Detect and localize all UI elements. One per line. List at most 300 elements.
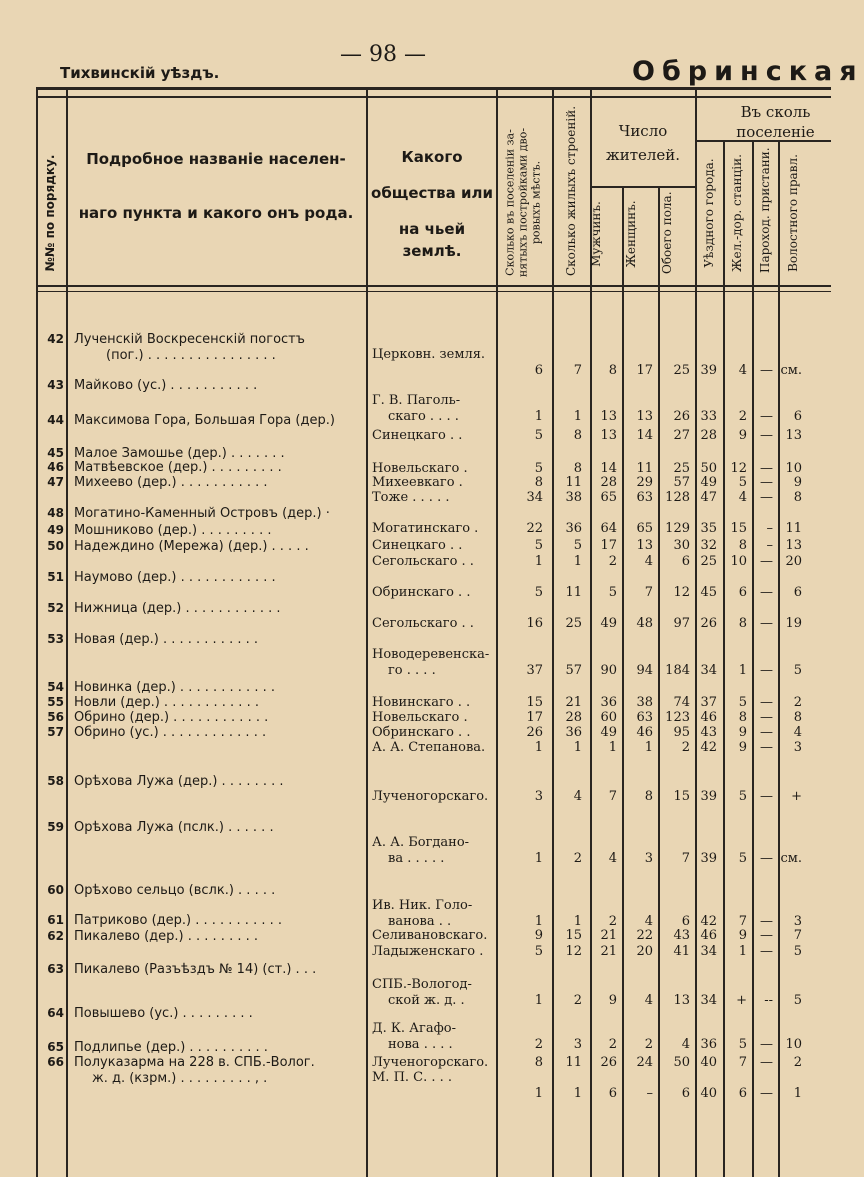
cell-c4: 14 <box>636 428 653 443</box>
cell-c7: 8 <box>738 616 747 631</box>
row-number: 59 <box>47 820 64 834</box>
cell-c2: 12 <box>565 944 582 959</box>
cell-c8: – <box>766 538 773 553</box>
cell-c6: 32 <box>700 538 717 553</box>
row-number: 63 <box>47 962 64 976</box>
cell-c1: 5 <box>534 538 543 553</box>
header-both: Обоего пола. <box>660 191 674 274</box>
cell-c7: 6 <box>738 1086 747 1101</box>
cell-c7: 8 <box>738 710 747 725</box>
cell-c9: 9 <box>793 475 802 490</box>
cell-c7: 4 <box>738 490 747 505</box>
cell-c7: 7 <box>738 1055 747 1070</box>
col-sep <box>658 186 660 1177</box>
land-owner: Ив. Ник. Голо- <box>372 898 473 913</box>
cell-c6: 33 <box>700 409 717 424</box>
cell-c1: 22 <box>526 521 543 536</box>
settlement-name: Максимова Гора, Большая Гора (дер.) <box>74 413 335 428</box>
cell-c6: 34 <box>700 663 717 678</box>
cell-c9: 7 <box>793 928 802 943</box>
cell-c2: 1 <box>573 914 582 929</box>
cell-c3: 26 <box>600 1055 617 1070</box>
cell-c2: 2 <box>573 851 582 866</box>
cell-c2: 36 <box>565 521 582 536</box>
cell-c4: 94 <box>636 663 653 678</box>
cell-c2: 25 <box>565 616 582 631</box>
volost-title: Обринская <box>632 56 864 87</box>
col-sep <box>552 90 554 1177</box>
header-women: Женщинъ. <box>624 200 638 268</box>
land-owner: Новодеревенска- <box>372 647 490 662</box>
top-rule <box>36 87 831 90</box>
cell-c9: 8 <box>793 490 802 505</box>
cell-c1: 1 <box>534 554 543 569</box>
cell-c6: 49 <box>700 475 717 490</box>
header-distance-line2: поселеніе <box>736 123 815 141</box>
cell-c5: 6 <box>681 554 690 569</box>
cell-c8: — <box>760 428 773 443</box>
land-owner: Синецкаго . . <box>372 538 463 553</box>
cell-c8: — <box>760 1086 773 1101</box>
settlement-name: Мошниково (дер.) . . . . . . . . . <box>74 523 272 538</box>
cell-c1: 5 <box>534 461 543 476</box>
cell-c8: — <box>760 409 773 424</box>
settlement-name: Новли (дер.) . . . . . . . . . . . . <box>74 695 259 710</box>
cell-c2: 28 <box>565 710 582 725</box>
cell-c1: 8 <box>534 475 543 490</box>
col-sep <box>695 90 697 1177</box>
col-sep <box>778 140 780 1177</box>
cell-c4: 24 <box>636 1055 653 1070</box>
cell-c1: 1 <box>534 740 543 755</box>
cell-c1: 37 <box>526 663 543 678</box>
land-owner: М. П. С. . . . <box>372 1070 453 1085</box>
cell-c5: 15 <box>673 789 690 804</box>
row-number: 47 <box>47 475 64 489</box>
cell-c5: 27 <box>673 428 690 443</box>
cell-c4: 4 <box>644 914 653 929</box>
cell-c4: 8 <box>644 789 653 804</box>
cell-c1: 1 <box>534 409 543 424</box>
cell-c3: 21 <box>600 944 617 959</box>
cell-c2: 21 <box>565 695 582 710</box>
row-number: 48 <box>47 506 64 520</box>
row-number: 52 <box>47 601 64 615</box>
cell-c2: 11 <box>565 585 582 600</box>
cell-c5: 74 <box>673 695 690 710</box>
row-number: 45 <box>47 446 64 460</box>
cell-c7: + <box>736 993 747 1008</box>
cell-c8: -- <box>764 993 773 1008</box>
cell-c9: 3 <box>793 914 802 929</box>
settlement-name: Подлипье (дер.) . . . . . . . . . . <box>74 1040 268 1055</box>
settlement-name: Наумово (дер.) . . . . . . . . . . . . <box>74 570 276 585</box>
cell-c8: — <box>760 461 773 476</box>
cell-c8: — <box>760 363 773 378</box>
settlement-name-cont: (пог.) . . . . . . . . . . . . . . . . <box>106 348 276 363</box>
cell-c9: 1 <box>793 1086 802 1101</box>
header-owner-line1: Какого <box>401 148 463 166</box>
cell-c2: 1 <box>573 409 582 424</box>
cell-c8: — <box>760 740 773 755</box>
land-owner: Лученогорскаго. <box>372 1055 489 1070</box>
settlement-name: Пикалево (Разъѣздъ № 14) (ст.) . . . <box>74 962 317 977</box>
cell-c9: 2 <box>793 1055 802 1070</box>
cell-c6: 26 <box>700 616 717 631</box>
cell-c5: 25 <box>673 363 690 378</box>
cell-c4: 7 <box>644 585 653 600</box>
cell-c6: 34 <box>700 993 717 1008</box>
cell-c3: 6 <box>608 1086 617 1101</box>
cell-c4: 4 <box>644 554 653 569</box>
cell-c7: 5 <box>738 1037 747 1052</box>
cell-c6: 50 <box>700 461 717 476</box>
cell-c5: 4 <box>681 1037 690 1052</box>
cell-c7: 9 <box>738 428 747 443</box>
cell-c5: 95 <box>673 725 690 740</box>
header-buildings: Сколько жилыхъ строеній. <box>564 105 578 277</box>
header-name-line1: Подробное названіе населен- <box>86 150 346 168</box>
cell-c2: 7 <box>573 363 582 378</box>
row-number: 49 <box>47 523 64 537</box>
cell-c4: 38 <box>636 695 653 710</box>
cell-c1: 5 <box>534 428 543 443</box>
cell-c7: 15 <box>730 521 747 536</box>
cell-c6: 42 <box>700 914 717 929</box>
header-bottom-rule-thin <box>36 291 831 292</box>
header-distance-line1: Въ сколь <box>740 103 811 121</box>
cell-c7: 4 <box>738 363 747 378</box>
land-owner-cont: ванова . . <box>388 914 452 929</box>
cell-c6: 45 <box>700 585 717 600</box>
header-name-line2: наго пункта и какого онъ рода. <box>78 204 354 222</box>
settlement-name: Орѣхова Лужа (пслк.) . . . . . . <box>74 820 274 835</box>
cell-c4: – <box>646 1086 653 1101</box>
row-number: 55 <box>47 695 64 709</box>
cell-c3: 49 <box>600 725 617 740</box>
cell-c2: 8 <box>573 428 582 443</box>
cell-c1: 1 <box>534 993 543 1008</box>
cell-c1: 1 <box>534 914 543 929</box>
cell-c4: 20 <box>636 944 653 959</box>
cell-c9: 11 <box>785 521 802 536</box>
cell-c7: 5 <box>738 789 747 804</box>
cell-c8: — <box>760 944 773 959</box>
cell-c3: 13 <box>600 409 617 424</box>
cell-c9: 6 <box>793 409 802 424</box>
cell-c4: 13 <box>636 409 653 424</box>
col-sep <box>496 90 498 1177</box>
row-number: 57 <box>47 725 64 739</box>
cell-c9: 5 <box>793 993 802 1008</box>
settlement-name: Орѣхова Лужа (дер.) . . . . . . . . <box>74 774 284 789</box>
row-number: 46 <box>47 460 64 474</box>
cell-c7: 1 <box>738 944 747 959</box>
header-dist-town: Уѣздного города. <box>702 158 716 268</box>
cell-c3: 21 <box>600 928 617 943</box>
row-number: 42 <box>47 332 64 346</box>
cell-c7: 5 <box>738 475 747 490</box>
cell-c8: — <box>760 554 773 569</box>
header-men: Мужчинъ. <box>589 201 603 267</box>
settlement-name: Повышево (ус.) . . . . . . . . . <box>74 1006 253 1021</box>
cell-c6: 35 <box>700 521 717 536</box>
cell-c9: см. <box>780 851 802 866</box>
row-number: 53 <box>47 632 64 646</box>
cell-c2: 11 <box>565 475 582 490</box>
district-title: Тихвинскій уѣздъ. <box>60 64 220 82</box>
cell-c5: 97 <box>673 616 690 631</box>
cell-c3: 90 <box>600 663 617 678</box>
land-owner: Сегольскаго . . <box>372 616 474 631</box>
settlement-name: Новая (дер.) . . . . . . . . . . . . <box>74 632 258 647</box>
cell-c4: 63 <box>636 710 653 725</box>
cell-c1: 34 <box>526 490 543 505</box>
land-owner-cont: го . . . . <box>388 663 436 678</box>
settlement-name: Майково (ус.) . . . . . . . . . . . <box>74 378 258 393</box>
cell-c6: 46 <box>700 710 717 725</box>
header-bottom-rule <box>36 285 831 287</box>
cell-c1: 1 <box>534 1086 543 1101</box>
row-number: 54 <box>47 680 64 694</box>
land-owner: Новельскаго . <box>372 461 468 476</box>
cell-c3: 60 <box>600 710 617 725</box>
cell-c4: 65 <box>636 521 653 536</box>
cell-c4: 17 <box>636 363 653 378</box>
cell-c1: 3 <box>534 789 543 804</box>
land-owner-cont: скаго . . . . <box>388 409 459 424</box>
cell-c7: 5 <box>738 695 747 710</box>
cell-c9: 5 <box>793 663 802 678</box>
cell-c2: 5 <box>573 538 582 553</box>
cell-c9: 5 <box>793 944 802 959</box>
header-dist-volost: Волостного правл. <box>786 154 800 272</box>
cell-c2: 36 <box>565 725 582 740</box>
row-number: 50 <box>47 539 64 553</box>
land-owner-cont: ской ж. д. . <box>388 993 465 1008</box>
cell-c8: — <box>760 914 773 929</box>
cell-c4: 1 <box>644 740 653 755</box>
settlement-name: Лученскій Воскресенскій погостъ <box>74 332 305 347</box>
settlement-name: Пикалево (дер.) . . . . . . . . . <box>74 929 258 944</box>
cell-c3: 8 <box>608 363 617 378</box>
cell-c5: 2 <box>681 740 690 755</box>
cell-c3: 5 <box>608 585 617 600</box>
cell-c3: 2 <box>608 914 617 929</box>
cell-c9: 19 <box>785 616 802 631</box>
land-owner: Сегольскаго . . <box>372 554 474 569</box>
cell-c5: 184 <box>665 663 690 678</box>
row-number: 60 <box>47 883 64 897</box>
cell-c6: 47 <box>700 490 717 505</box>
cell-c9: 6 <box>793 585 802 600</box>
cell-c7: 2 <box>738 409 747 424</box>
land-owner: Лученогорскаго. <box>372 789 489 804</box>
cell-c8: — <box>760 928 773 943</box>
cell-c6: 40 <box>700 1055 717 1070</box>
cell-c4: 63 <box>636 490 653 505</box>
cell-c8: – <box>766 521 773 536</box>
cell-c2: 8 <box>573 461 582 476</box>
cell-c3: 65 <box>600 490 617 505</box>
cell-c8: — <box>760 1037 773 1052</box>
row-number: 56 <box>47 710 64 724</box>
header-dist-rail: Жел.-дор. станціи. <box>730 154 744 272</box>
cell-c9: + <box>791 789 802 804</box>
land-owner: Ладыженскаго . <box>372 944 484 959</box>
row-number: 66 <box>47 1055 64 1069</box>
cell-c9: 20 <box>785 554 802 569</box>
cell-c1: 8 <box>534 1055 543 1070</box>
land-owner: Могатинскаго . <box>372 521 479 536</box>
cell-c7: 10 <box>730 554 747 569</box>
cell-c6: 39 <box>700 789 717 804</box>
header-owner-line2: общества или <box>371 184 493 202</box>
cell-c5: 30 <box>673 538 690 553</box>
cell-c7: 7 <box>738 914 747 929</box>
cell-c8: — <box>760 851 773 866</box>
cell-c7: 12 <box>730 461 747 476</box>
cell-c9: 2 <box>793 695 802 710</box>
settlement-name: Патриково (дер.) . . . . . . . . . . . <box>74 913 282 928</box>
cell-c5: 25 <box>673 461 690 476</box>
cell-c9: 4 <box>793 725 802 740</box>
col-sep <box>622 186 624 1177</box>
cell-c5: 41 <box>673 944 690 959</box>
cell-c3: 1 <box>608 740 617 755</box>
cell-c8: — <box>760 1055 773 1070</box>
cell-c2: 1 <box>573 740 582 755</box>
cell-c7: 5 <box>738 851 747 866</box>
header-dist-pier: Пароход. пристани. <box>758 147 772 273</box>
cell-c5: 6 <box>681 1086 690 1101</box>
cell-c2: 4 <box>573 789 582 804</box>
cell-c3: 17 <box>600 538 617 553</box>
cell-c9: 13 <box>785 428 802 443</box>
header-residents-line1: Число <box>618 122 668 140</box>
settlement-name: Нижница (дер.) . . . . . . . . . . . . <box>74 601 281 616</box>
cell-c8: — <box>760 710 773 725</box>
cell-c5: 12 <box>673 585 690 600</box>
row-number: 58 <box>47 774 64 788</box>
cell-c1: 5 <box>534 944 543 959</box>
cell-c9: 13 <box>785 538 802 553</box>
land-owner: Новельскаго . <box>372 710 468 725</box>
cell-c1: 16 <box>526 616 543 631</box>
cell-c5: 129 <box>665 521 690 536</box>
cell-c6: 39 <box>700 851 717 866</box>
cell-c2: 57 <box>565 663 582 678</box>
land-owner: Тоже . . . . . <box>372 490 450 505</box>
cell-c3: 7 <box>608 789 617 804</box>
cell-c8: — <box>760 695 773 710</box>
cell-c3: 28 <box>600 475 617 490</box>
cell-c9: см. <box>780 363 802 378</box>
land-owner: Синецкаго . . <box>372 428 463 443</box>
land-owner: СПБ.-Вологод- <box>372 977 472 992</box>
land-owner: Обринскаго . . <box>372 725 471 740</box>
cell-c6: 42 <box>700 740 717 755</box>
cell-c3: 36 <box>600 695 617 710</box>
cell-c8: — <box>760 725 773 740</box>
land-owner: Михеевкаго . <box>372 475 463 490</box>
cell-c1: 17 <box>526 710 543 725</box>
cell-c6: 46 <box>700 928 717 943</box>
cell-c5: 13 <box>673 993 690 1008</box>
settlement-name: Орѣхово сельцо (вслк.) . . . . . <box>74 883 276 898</box>
cell-c3: 2 <box>608 554 617 569</box>
cell-c8: — <box>760 475 773 490</box>
row-number: 51 <box>47 570 64 584</box>
cell-c2: 2 <box>573 993 582 1008</box>
cell-c3: 14 <box>600 461 617 476</box>
cell-c9: 3 <box>793 740 802 755</box>
cell-c2: 38 <box>565 490 582 505</box>
cell-c7: 9 <box>738 740 747 755</box>
cell-c3: 64 <box>600 521 617 536</box>
settlement-name: Малое Замошье (дер.) . . . . . . . <box>74 446 285 461</box>
cell-c4: 22 <box>636 928 653 943</box>
settlement-name: Обрино (дер.) . . . . . . . . . . . . <box>74 710 269 725</box>
header-households: Сколько въ поселеніи за-нятыхъ постройками дво-ровыхъ мѣстъ. <box>503 127 543 278</box>
cell-c5: 7 <box>681 851 690 866</box>
land-owner-cont: нова . . . . <box>388 1037 453 1052</box>
settlement-name: Михеево (дер.) . . . . . . . . . . . <box>74 475 268 490</box>
cell-c8: — <box>760 490 773 505</box>
land-owner: Обринскаго . . <box>372 585 471 600</box>
cell-c8: — <box>760 663 773 678</box>
residents-subrule <box>590 186 695 188</box>
settlement-name-cont: ж. д. (кзрм.) . . . . . . . . . , . <box>92 1071 268 1086</box>
row-number: 62 <box>47 929 64 943</box>
cell-c9: 10 <box>785 1037 802 1052</box>
cell-c5: 43 <box>673 928 690 943</box>
cell-c4: 29 <box>636 475 653 490</box>
row-number: 61 <box>47 913 64 927</box>
settlement-name: Обрино (ус.) . . . . . . . . . . . . . <box>74 725 267 740</box>
cell-c6: 36 <box>700 1037 717 1052</box>
cell-c7: 8 <box>738 538 747 553</box>
cell-c2: 3 <box>573 1037 582 1052</box>
cell-c9: 8 <box>793 710 802 725</box>
cell-c5: 123 <box>665 710 690 725</box>
header-residents-line2: жителей. <box>605 146 681 164</box>
land-owner: Церковн. земля. <box>372 347 486 362</box>
cell-c2: 1 <box>573 554 582 569</box>
cell-c1: 1 <box>534 851 543 866</box>
cell-c4: 46 <box>636 725 653 740</box>
cell-c1: 5 <box>534 585 543 600</box>
cell-c4: 2 <box>644 1037 653 1052</box>
settlement-name: Надеждино (Мережа) (дер.) . . . . . <box>74 539 309 554</box>
land-owner: Селивановскаго. <box>372 928 488 943</box>
land-owner: А. А. Богдано- <box>372 835 470 850</box>
cell-c8: — <box>760 789 773 804</box>
cell-c4: 4 <box>644 993 653 1008</box>
page-number: — 98 — <box>340 42 426 67</box>
cell-c6: 28 <box>700 428 717 443</box>
col-sep <box>752 140 754 1177</box>
settlement-name: Матвѣевское (дер.) . . . . . . . . . <box>74 460 282 475</box>
cell-c3: 4 <box>608 851 617 866</box>
settlement-name: Могатино-Каменный Островъ (дер.) · <box>74 506 330 521</box>
cell-c8: — <box>760 616 773 631</box>
cell-c4: 3 <box>644 851 653 866</box>
cell-c6: 25 <box>700 554 717 569</box>
cell-c9: 10 <box>785 461 802 476</box>
cell-c1: 9 <box>534 928 543 943</box>
top-rule-thin <box>36 96 831 98</box>
